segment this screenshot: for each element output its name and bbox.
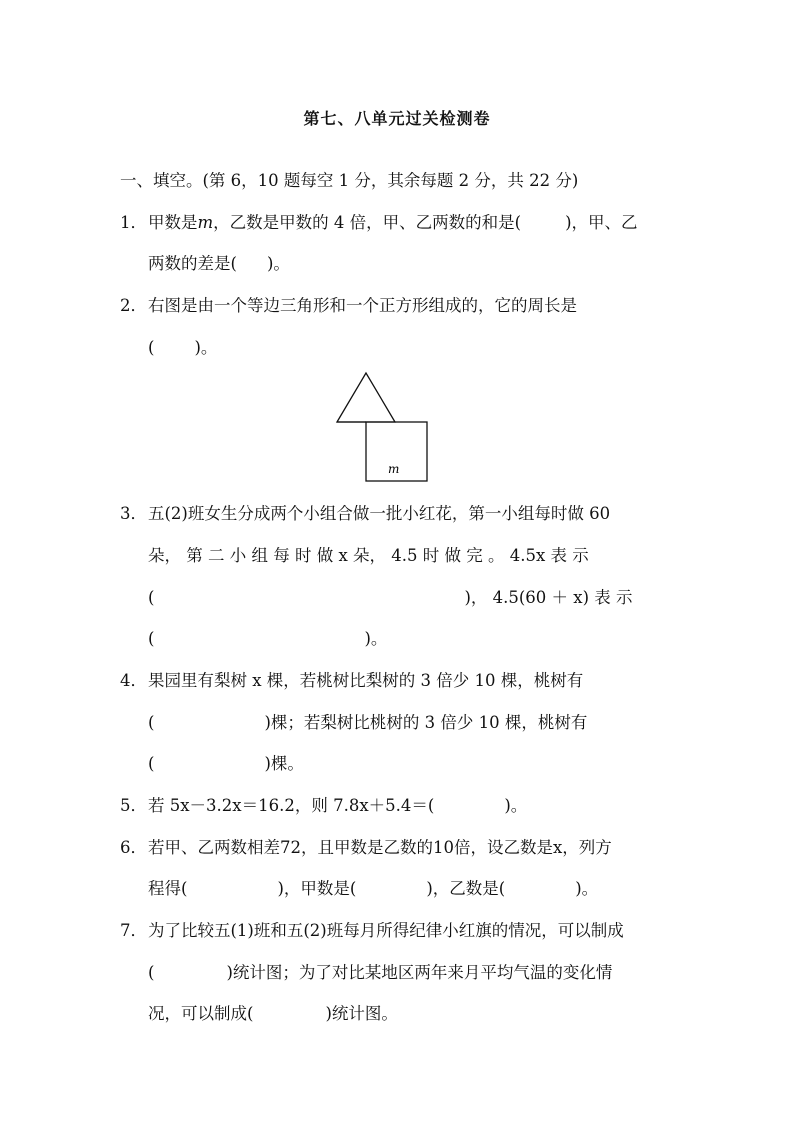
question-number: 4．	[120, 671, 147, 690]
question-7-line-2: ( )统计图；为了对比某地区两年来月平均气温的变化情	[148, 963, 613, 982]
question-3-line-3: ( )， 4.5(60 ＋ x) 表 示	[148, 588, 633, 607]
question-3-line-4: ( )。	[148, 629, 388, 648]
page-title: 第七、八单元过关检测卷	[303, 109, 491, 128]
question-4-line-2: ( )棵；若梨树比桃树的 3 倍少 10 棵，桃树有	[148, 713, 588, 732]
question-number: 6．	[120, 838, 147, 857]
triangle-square-figure	[328, 370, 438, 489]
section-heading: 一、填空。(第 6，10 题每空 1 分，其余每题 2 分，共 22 分)	[120, 171, 579, 190]
question-1-line-1: 1．甲数是m，乙数是甲数的 4 倍，甲、乙两数的和是( )，甲、乙	[120, 213, 638, 232]
question-5-line-1: 5．若 5x－3.2x＝16.2，则 7.8x＋5.4＝( )。	[120, 796, 528, 815]
side-label: m	[388, 462, 400, 476]
question-6-line-1: 6．若甲、乙两数相差72，且甲数是乙数的10倍，设乙数是x，列方	[120, 838, 612, 857]
question-7-line-1: 7．为了比较五(1)班和五(2)班每月所得纪律小红旗的情况，可以制成	[120, 921, 624, 940]
question-number: 2．	[120, 296, 147, 315]
question-3-line-1: 3．五(2)班女生分成两个小组合做一批小红花，第一小组每时做 60	[120, 504, 611, 523]
question-6-line-2: 程得( )，甲数是( )，乙数是( )。	[148, 879, 599, 898]
question-4-line-3: ( )棵。	[148, 754, 304, 773]
question-number: 1．	[120, 213, 147, 232]
question-number: 3．	[120, 504, 147, 523]
question-7-line-3: 况，可以制成( )统计图。	[148, 1004, 398, 1023]
question-1-line-2: 两数的差是( )。	[148, 254, 290, 273]
question-2-line-2: ( )。	[148, 338, 218, 357]
question-3-line-2: 朵， 第 二 小 组 每 时 做 x 朵， 4.5 时 做 完 。 4.5x 表 示	[148, 546, 589, 565]
question-number: 7．	[120, 921, 147, 940]
question-number: 5．	[120, 796, 147, 815]
question-2-line-1: 2．右图是由一个等边三角形和一个正方形组成的，它的周长是	[120, 296, 577, 315]
equilateral-triangle	[337, 373, 395, 422]
shape-diagram	[328, 370, 438, 485]
question-4-line-1: 4．果园里有梨树 x 棵，若桃树比梨树的 3 倍少 10 棵，桃树有	[120, 671, 584, 690]
